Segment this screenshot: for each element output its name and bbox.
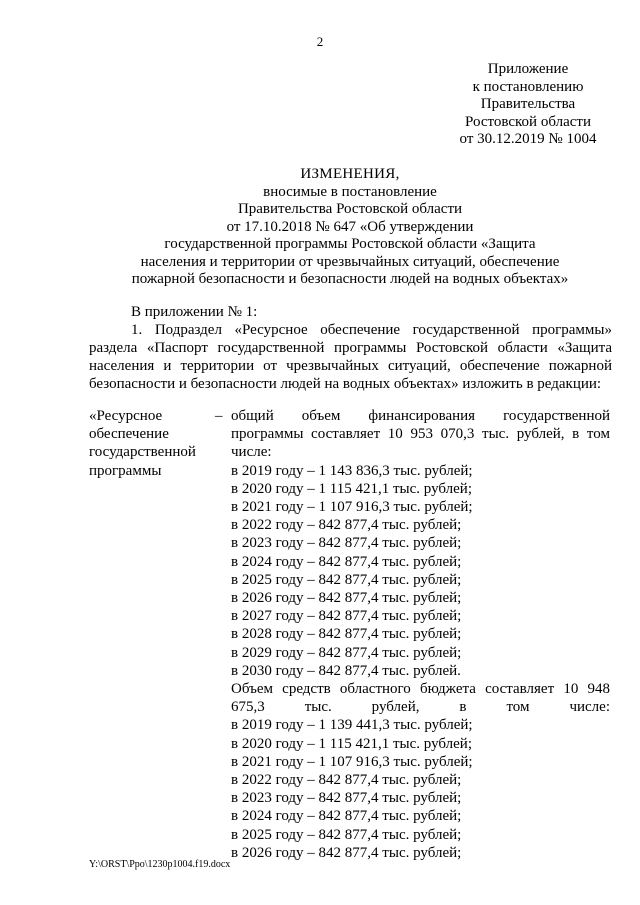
regional-year-line: в 2022 году – 842 877,4 тыс. рублей;	[231, 772, 462, 789]
changes-heading	[90, 166, 610, 289]
regional-year-line: в 2026 году – 842 877,4 тыс. рублей;	[231, 844, 462, 861]
total-year-line: в 2023 году – 842 877,4 тыс. рублей;	[231, 535, 462, 552]
total-year-line: в 2030 году – 842 877,4 тыс. рублей.	[231, 662, 461, 679]
total-intro: общий объем финансирования государственной программы составляет 10 953 070,3 тыс. рублей, в том числе:	[231, 408, 610, 461]
regional-year-line: в 2020 году – 1 115 421,1 тыс. рублей;	[231, 735, 472, 752]
resources-body	[231, 407, 610, 862]
intro-paragraph: 1. Подраздел «Ресурсное обеспечение государственной программы» раздела «Паспорт государственной программы Ростовской области «Защита населения и территории от чрезвычайных ситуаций, обеспечение пожарной безопасности и безопасности людей на водных объектах» изложить в редакции:	[89, 322, 612, 392]
regional-year-line: в 2023 году – 842 877,4 тыс. рублей;	[231, 790, 462, 807]
changes-subtitle-line: государственной программы Ростовской области «Защита	[164, 236, 536, 252]
total-year-line: в 2019 году – 1 143 836,3 тыс. рублей;	[231, 462, 473, 479]
changes-subtitle-line: населения и территории от чрезвычайных ситуаций, обеспечение	[140, 253, 560, 270]
appendix-line: к постановлению	[472, 78, 584, 95]
total-year-line: в 2021 году – 1 107 916,3 тыс. рублей;	[231, 499, 473, 516]
total-year-line: в 2025 году – 842 877,4 тыс. рублей;	[231, 571, 462, 588]
appendix-line: от 30.12.2019 № 1004	[459, 131, 597, 147]
total-year-line: в 2020 году – 1 115 421,1 тыс. рублей;	[231, 480, 472, 497]
appendix-line: Ростовской области	[465, 113, 591, 130]
changes-subtitle-line: Правительства Ростовской области	[237, 201, 463, 217]
changes-title: ИЗМЕНЕНИЯ,	[300, 166, 400, 182]
changes-subtitle-line: вносимые в постановление	[263, 183, 437, 200]
total-year-line: в 2028 году – 842 877,4 тыс. рублей;	[231, 626, 462, 643]
resources-label	[89, 407, 219, 480]
resources-label-line: «Ресурсное	[89, 408, 163, 424]
regional-year-line: в 2019 году – 1 139 441,3 тыс. рублей;	[231, 717, 473, 734]
regional-year-line: в 2024 году – 842 877,4 тыс. рублей;	[231, 808, 462, 825]
regional-year-line: в 2021 году – 1 107 916,3 тыс. рублей;	[231, 753, 473, 770]
resources-dash: –	[215, 408, 223, 424]
changes-subtitle-line: пожарной безопасности и безопасности людей на водных объектах»	[131, 271, 569, 287]
regional-year-line: в 2025 году – 842 877,4 тыс. рублей;	[231, 826, 462, 843]
resources-label-line: государственной	[89, 444, 196, 461]
resources-label-line: обеспечение	[89, 426, 169, 443]
file-path-footer: Y:\ORST\Ppo\1230p1004.f19.docx	[89, 859, 231, 870]
total-year-line: в 2024 году – 842 877,4 тыс. рублей;	[231, 553, 462, 570]
resources-label-line: программы	[89, 462, 162, 479]
intro-section	[89, 303, 612, 393]
intro-paragraph: В приложении № 1:	[131, 304, 258, 320]
total-year-line: в 2022 году – 842 877,4 тыс. рублей;	[231, 517, 462, 534]
appendix-line: Правительства	[480, 96, 576, 112]
changes-subtitle-line: от 17.10.2018 № 647 «Об утверждении	[226, 218, 474, 235]
appendix-block	[428, 61, 628, 149]
total-year-line: в 2026 году – 842 877,4 тыс. рублей;	[231, 590, 462, 607]
total-year-line: в 2027 году – 842 877,4 тыс. рублей;	[231, 608, 462, 625]
regional-intro: Объем средств областного бюджета составляет 10 948 675,3 тыс. рублей, в том числе:	[231, 681, 610, 716]
total-year-line: в 2029 году – 842 877,4 тыс. рублей;	[231, 644, 462, 661]
page-number: 2	[316, 34, 324, 49]
appendix-line: Приложение	[487, 61, 569, 77]
